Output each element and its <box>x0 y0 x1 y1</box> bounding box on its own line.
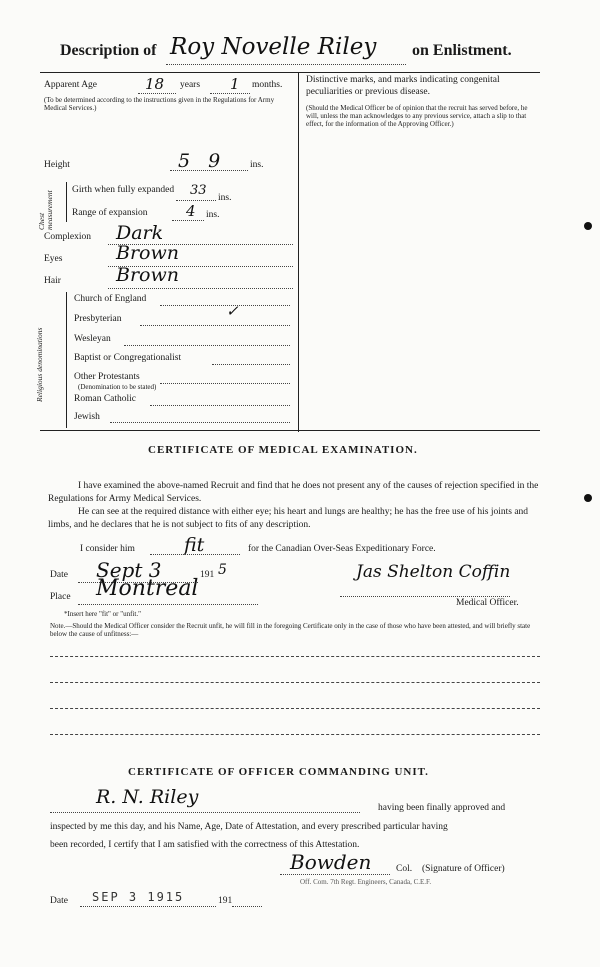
hair-line <box>108 288 293 289</box>
medical-signature-line <box>340 596 510 597</box>
religion-item: Roman Catholic <box>74 394 137 404</box>
religion-line <box>140 325 290 326</box>
consider-prefix: I consider him <box>80 544 135 554</box>
range-label: Range of expansion <box>72 208 148 218</box>
religion-line <box>124 345 290 346</box>
officer-date-label: Date <box>50 896 68 906</box>
religion-side-label: Religious denominations <box>35 327 44 402</box>
hair-value: Brown <box>116 264 179 286</box>
eyes-label: Eyes <box>44 254 63 264</box>
age-years-label: years <box>180 80 201 90</box>
religion-line <box>160 305 290 306</box>
marks-heading: Distinctive marks, and marks indicating congenital peculiarities or previous disease. <box>306 75 500 97</box>
fit-note: *Insert here "fit" or "unfit." <box>64 610 141 618</box>
officer-unit-stamp: Off. Com. 7th Regt. Engineers, Canada, C.E.F. <box>300 878 432 886</box>
religion-bracket <box>66 292 67 428</box>
complexion-label: Complexion <box>44 232 91 242</box>
height-line <box>170 170 248 171</box>
eyes-value: Brown <box>116 242 179 264</box>
chest-bracket <box>66 182 67 222</box>
religion-item: Wesleyan <box>74 334 111 344</box>
binder-hole <box>584 222 592 230</box>
body-rule <box>40 430 540 431</box>
name-line <box>166 64 406 65</box>
officer-heading: CERTIFICATE OF OFFICER COMMANDING UNIT. <box>128 766 429 778</box>
age-note: (To be determined according to the instructions given in the Regulations for Army Medical Services.) <box>44 96 275 112</box>
title-suffix: on Enlistment. <box>412 42 512 59</box>
range-unit: ins. <box>206 210 220 220</box>
unfit-cause-line <box>50 682 540 683</box>
officer-date-stamp: SEP 3 1915 <box>92 890 185 904</box>
age-years-line <box>138 93 176 94</box>
officer-name-line <box>50 812 360 813</box>
medical-date-value: Sept 3 <box>96 558 162 582</box>
religion-item: Church of England <box>74 294 147 304</box>
unfit-cause-line <box>50 734 540 735</box>
age-label: Apparent Age <box>44 80 98 90</box>
consider-line <box>150 554 240 555</box>
officer-signature-label: (Signature of Officer) <box>422 864 505 874</box>
range-line <box>172 220 204 221</box>
consider-suffix: for the Canadian Over-Seas Expeditionary Force. <box>248 544 436 554</box>
height-label: Height <box>44 160 70 170</box>
medical-year-value: 5 <box>218 562 227 578</box>
medical-heading: CERTIFICATE OF MEDICAL EXAMINATION. <box>148 444 418 456</box>
religion-item: Jewish <box>74 412 100 422</box>
medical-signature: Jas Shelton Coffin <box>356 562 511 582</box>
age-months-line <box>210 93 250 94</box>
girth-line <box>176 200 216 201</box>
medical-place-line <box>78 604 258 605</box>
religion-item: Other Protestants <box>74 372 140 382</box>
religion-item: Presbyterian <box>74 314 122 324</box>
medical-para1: I have examined the above-named Recruit and find that he does not present any of the causes of rejection specified in the Regulations for Army Medical Services. <box>48 481 539 504</box>
officer-signature-rank: Col. <box>396 864 413 874</box>
officer-signature: Bowden <box>290 850 372 874</box>
recruit-name: Roy Novelle Riley <box>170 34 377 60</box>
officer-name-value: R. N. Riley <box>96 786 199 808</box>
girth-unit: ins. <box>218 193 232 203</box>
officer-line1-suffix: having been finally approved and <box>378 803 506 813</box>
column-divider <box>298 72 299 432</box>
religion-check-mark: ✓ <box>226 302 239 320</box>
officer-year-prefix: 191 <box>218 896 233 906</box>
hair-label: Hair <box>44 276 61 286</box>
medical-year-prefix: 191 <box>200 570 215 580</box>
medical-para2: He can see at the required distance with either eye; his heart and lungs are healthy; he has the free use of his joints and limbs, and he declares that he is not subject to fits of any description. <box>48 507 529 530</box>
officer-line2: inspected by me this day, and his Name, Age, Date of Attestation, and every prescribed particular having <box>50 822 448 832</box>
medical-date-label: Date <box>50 570 68 580</box>
marks-note: (Should the Medical Officer be of opinion that the recruit has served before, he will, unless the man acknowledges to any previous service, attach a slip to that effect, for the information of the Approving Officer.) <box>306 104 528 128</box>
unfit-cause-line <box>50 708 540 709</box>
medical-signature-title: Medical Officer. <box>456 598 519 608</box>
officer-date-line <box>80 906 216 907</box>
age-years-value: 18 <box>145 75 165 93</box>
chest-side-label: Chest measurement <box>37 190 54 230</box>
consider-value: fit <box>184 534 205 556</box>
height-unit: ins. <box>250 160 264 170</box>
height-value: 5 9 <box>178 150 227 172</box>
girth-value: 33 <box>190 183 207 198</box>
officer-line3: been recorded, I certify that I am satisfied with the correctness of this Attestation. <box>50 840 360 850</box>
header-rule <box>40 72 540 73</box>
girth-label <box>72 184 182 196</box>
age-months-label: months. <box>252 80 283 90</box>
complexion-value: Dark <box>116 222 164 244</box>
officer-year-line <box>232 906 262 907</box>
religion-item: Baptist or Congregationalist <box>74 353 182 363</box>
medical-note: Note.—Should the Medical Officer consider the Recruit unfit, he will fill in the foregoing Certificate only in the case of those who have been attested, and will briefly state below the cause of unfitness:— <box>50 622 531 638</box>
title-prefix: Description of <box>60 42 157 59</box>
religion-line <box>110 422 290 423</box>
page-title <box>60 42 156 60</box>
medical-place-value: Montreal <box>96 576 199 601</box>
unfit-cause-line <box>50 656 540 657</box>
religion-line <box>150 405 290 406</box>
binder-hole <box>584 494 592 502</box>
age-months-value: 1 <box>230 75 240 93</box>
medical-place-label: Place <box>50 592 71 602</box>
range-value: 4 <box>186 202 196 220</box>
officer-signature-line <box>280 874 390 875</box>
religion-other-note: (Denomination to be stated) <box>78 383 157 391</box>
girth-label-text: Girth when fully expanded <box>72 185 175 195</box>
religion-line <box>160 383 290 384</box>
religion-line <box>212 364 290 365</box>
